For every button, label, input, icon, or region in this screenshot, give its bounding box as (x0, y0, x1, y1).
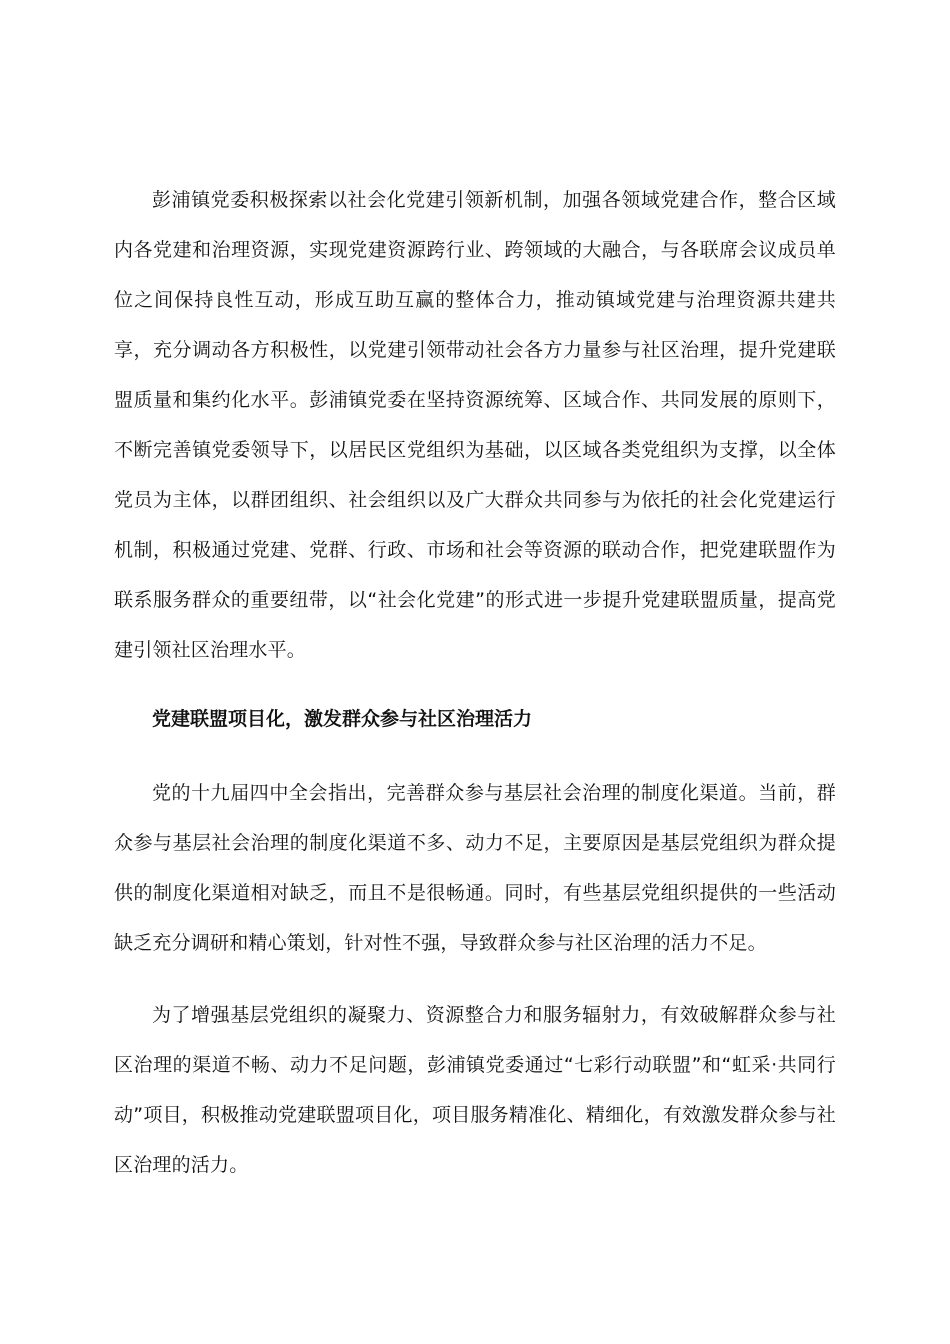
section-heading: 党建联盟项目化，激发群众参与社区治理活力 (152, 708, 533, 730)
alliance-projects-paragraph: 为了增强基层党组织的凝聚力、资源整合力和服务辐射力，有效破解群众参与社区治理的渠道不畅、动力不足问题，彭浦镇党委通过“七彩行动联盟”和“虹采·共同行动”项目，积极推动党建联盟项目化，项目服务精准化、精细化，有效激发群众参与社区治理的活力。 (114, 1004, 836, 1176)
fourth-plenum-paragraph: 党的十九届四中全会指出，完善群众参与基层社会治理的制度化渠道。当前，群众参与基层社会治理的制度化渠道不多、动力不足，主要原因是基层党组织为群众提供的制度化渠道相对缺乏，而且不是很畅通。同时，有些基层党组织提供的一些活动缺乏充分调研和精心策划，针对性不强，导致群众参与社区治理的活力不足。 (114, 782, 836, 954)
intro-paragraph: 彭浦镇党委积极探索以社会化党建引领新机制，加强各领域党建合作，整合区域内各党建和治理资源，实现党建资源跨行业、跨领域的大融合，与各联席会议成员单位之间保持良性互动，形成互助互赢的整体合力，推动镇域党建与治理资源共建共享，充分调动各方积极性，以党建引领带动社会各方力量参与社区治理，提升党建联盟质量和集约化水平。彭浦镇党委在坚持资源统筹、区域合作、共同发展的原则下，不断完善镇党委领导下，以居民区党组织为基础，以区域各类党组织为支撑，以全体党员为主体，以群团组织、社会组织以及广大群众共同参与为依托的社会化党建运行机制，积极通过党建、党群、行政、市场和社会等资源的联动合作，把党建联盟作为联系服务群众的重要纽带，以“社会化党建”的形式进一步提升党建联盟质量，提高党建引领社区治理水平。 (114, 189, 836, 661)
